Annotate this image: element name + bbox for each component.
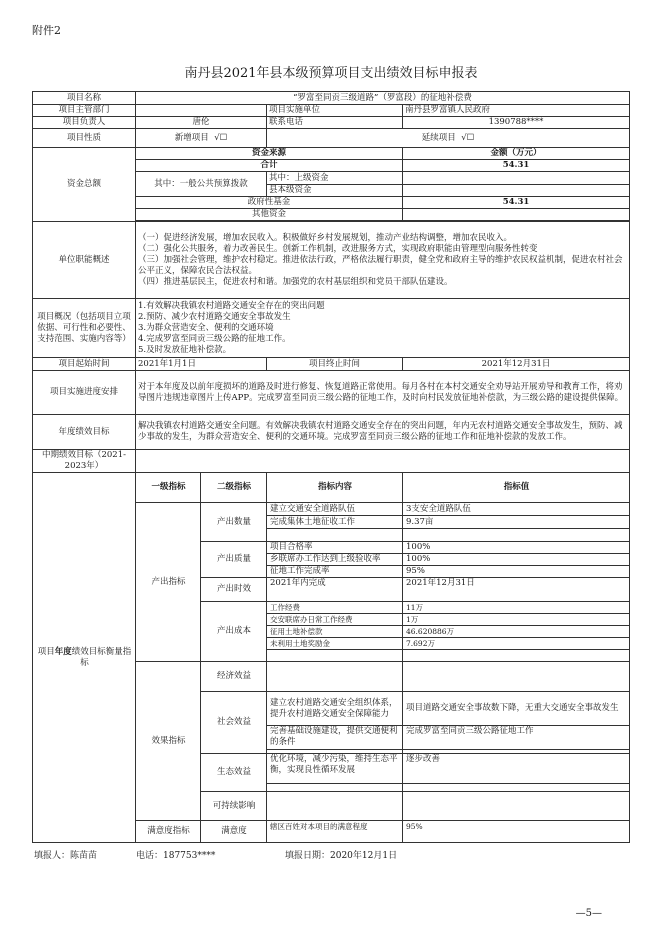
overview-line: 4.完成罗富至同贡三级公路的征地工作。 xyxy=(138,333,291,344)
overview-line: 1.有效解决我镇农村道路交通安全存在的突出问题 xyxy=(138,300,325,311)
indicator-content: 2021年内完成 xyxy=(267,578,403,602)
other-fund-label: 其他资金 xyxy=(136,209,403,221)
page-title: 南丹县2021年县本级预算项目支出绩效目标申报表 xyxy=(184,66,478,81)
new-project-checkbox: √☐ xyxy=(214,132,228,143)
indicator-content xyxy=(267,784,403,792)
indicator-value xyxy=(403,792,630,821)
indicator-content: 优化环境，减少污染，维持生态平衡，实现良性循环发展 xyxy=(267,754,403,784)
midterm-goal-text xyxy=(136,450,630,473)
county-fund-amount xyxy=(403,185,630,197)
total-label: 合计 xyxy=(136,160,403,172)
gov-fund-label: 政府性基金 xyxy=(136,197,403,209)
sustainable-impact: 可持续影响 xyxy=(201,792,267,821)
indicator-content: 征用土地补偿款 xyxy=(267,626,403,638)
progress-label: 项目实施进度安排 xyxy=(33,371,136,415)
duty-text xyxy=(136,222,630,299)
level1-header: 一级指标 xyxy=(136,473,201,503)
overview-text xyxy=(136,299,630,358)
indicator-value: 46.620886万 xyxy=(403,626,630,638)
project-name-label: 项目名称 xyxy=(33,92,136,105)
indicator-label-bold: 年度 xyxy=(54,646,72,657)
duty-label: 单位职能概述 xyxy=(33,222,136,299)
indicator-value: 3支安全道路队伍 xyxy=(403,503,630,516)
continued-project-checkbox: √☐ xyxy=(461,132,475,143)
indicator-content: 建立农村道路交通安全组织体系，提升农村道路交通安全保障能力 xyxy=(267,692,403,726)
indicator-value: 9.37亩 xyxy=(403,516,630,529)
indicator-value: 1万 xyxy=(403,614,630,626)
indicator-value xyxy=(403,784,630,792)
indicator-value: 95% xyxy=(403,566,630,578)
indicator-content: 未利用土地奖励金 xyxy=(267,638,403,650)
indicator-content: 交安联席办日常工作经费 xyxy=(267,614,403,626)
total-amount: 54.31 xyxy=(403,160,630,172)
duty-line: （四）推进基层民主，促进农村和谐。加强党的农村基层组织和党员干部队伍建设。 xyxy=(138,276,453,287)
duty-line: （二）强化公共服务，着力改善民生。创新工作机制，改进服务方式，实现政府职能由管理型向服务性转变 xyxy=(138,243,538,254)
end-label: 项目终止时间 xyxy=(267,358,403,371)
indicator-content xyxy=(267,529,403,542)
impl-unit: 南丹县罗富镇人民政府 xyxy=(403,105,630,117)
upper-fund-amount xyxy=(403,172,630,185)
indicator-value: 完成罗富至同贡三级公路征地工作 xyxy=(403,726,630,750)
benefit-indicator: 效果指标 xyxy=(136,662,201,821)
indicator-content: 工作经费 xyxy=(267,602,403,614)
indicator-value xyxy=(403,662,630,692)
indicator-value: 2021年12月31日 xyxy=(403,578,630,602)
indicator-content xyxy=(267,792,403,821)
social-benefit: 社会效益 xyxy=(201,692,267,754)
indicator-content xyxy=(267,662,403,692)
project-name: “罗富至同贡三级道路”（罗富段）的征地补偿费 xyxy=(136,92,630,105)
duty-line: （三）加强社会管理，维护农村稳定。推进依法行政，严格依法履行职责，健全党和政府主导的维护农民权益机制，促进农村社会公平正义，保障农民合法权益。 xyxy=(138,254,623,276)
indicator-value xyxy=(403,650,630,662)
general-budget-label: 其中：一般公共预算拨款 xyxy=(136,172,267,197)
satisfaction: 满意度 xyxy=(201,821,267,843)
county-fund-label: 县本级资金 xyxy=(267,185,403,197)
eco-benefit: 生态效益 xyxy=(201,754,267,792)
annual-goal-text: 解决我镇农村道路交通安全问题。有效解决我镇农村道路交通安全存在的突出问题，年内无农村道路交通安全事故发生，预防、减少事故的发生，为群众营造安全、便利的交通环境。完成罗富至同贡三级公路的征地工作和征地补偿款的发放工作。 xyxy=(136,415,630,450)
indicator-content: 辖区百姓对本项目的满意程度 xyxy=(267,821,403,843)
level2-header: 二级指标 xyxy=(201,473,267,503)
duty-line: （一）促进经济发展，增加农民收入。积极做好乡村发展规划，推动产业结构调整，增加农民收入。 xyxy=(138,232,513,243)
overview-line: 5.及时发放征地补偿款。 xyxy=(138,344,232,355)
start-date: 2021年1月1日 xyxy=(136,358,267,371)
funds-label: 资金总额 xyxy=(33,148,136,222)
midterm-goal-label: 中期绩效目标（2021-2023年） xyxy=(33,450,136,473)
indicator-value: 95% xyxy=(403,821,630,843)
fill-date: 填报日期：2020年12月1日 xyxy=(285,851,398,861)
indicator-content: 乡联席办工作达到上级验收率 xyxy=(267,554,403,566)
indicator-value xyxy=(403,529,630,542)
indicator-content: 征地工作完成率 xyxy=(267,566,403,578)
output-indicator: 产出指标 xyxy=(136,503,201,662)
filler-phone: 电话：187753**** xyxy=(136,851,216,861)
indicator-value: 11万 xyxy=(403,602,630,614)
filler: 填报人：陈苗苗 xyxy=(34,851,98,861)
output-quality: 产出质量 xyxy=(201,542,267,578)
continued-project xyxy=(267,129,630,148)
amount-header: 金额（万元） xyxy=(403,148,630,160)
indicator-content: 建立交通安全道路队伍 xyxy=(267,503,403,516)
end-date: 2021年12月31日 xyxy=(403,358,630,371)
satisfaction-indicator: 满意度指标 xyxy=(136,821,201,843)
indicator-value: 逐步改善 xyxy=(403,754,630,784)
indicator-content: 完成集体土地征收工作 xyxy=(267,516,403,529)
indicator-value: 100% xyxy=(403,542,630,554)
indicator-value: 项目道路交通安全事故数下降，无重大交通安全事故发生 xyxy=(403,692,630,726)
nature-label: 项目性质 xyxy=(33,129,136,148)
indicator-content: 项目合格率 xyxy=(267,542,403,554)
performance-target-table xyxy=(32,91,630,843)
indicator-value: 7.692万 xyxy=(403,638,630,650)
dept-label: 项目主管部门 xyxy=(33,105,136,117)
indicator-content: 完善基础设施建设，提供交通便利的条件 xyxy=(267,726,403,750)
output-cost: 产出成本 xyxy=(201,602,267,662)
other-fund-amount xyxy=(403,209,630,221)
overview-line: 2.预防、减少农村道路交通安全事故发生 xyxy=(138,311,291,322)
indicator-label-pre: 项目 xyxy=(37,646,55,657)
start-label: 项目起始时间 xyxy=(33,358,136,371)
phone-label: 联系电话 xyxy=(267,117,403,129)
dept-value xyxy=(136,105,267,117)
content-header: 指标内容 xyxy=(267,473,403,503)
new-project xyxy=(136,129,267,148)
indicator-value: 100% xyxy=(403,554,630,566)
page-number: —5— xyxy=(575,908,602,919)
output-timeliness: 产出时效 xyxy=(201,578,267,602)
value-header: 指标值 xyxy=(403,473,630,503)
economic-benefit: 经济效益 xyxy=(201,662,267,692)
new-project-label: 新增项目 xyxy=(174,132,209,143)
gov-fund-amount: 54.31 xyxy=(403,197,630,209)
indicator-label-post: 绩效目标衡量指标 xyxy=(71,646,132,668)
progress-text: 对于本年度及以前年度损坏的道路及时进行修复、恢复道路正常使用。每月各村在本村交通安全劝导站开展劝导和教育工作，将劝导图片违规违章图片上传APP。完成罗富至同贡三级公路的征地工作，及时向村民发放征地补偿款，为三级公路的建设提供保障。 xyxy=(136,371,630,415)
impl-unit-label: 项目实施单位 xyxy=(267,105,403,117)
output-quantity: 产出数量 xyxy=(201,503,267,542)
overview-line: 3.为群众营造安全、便利的交通环境 xyxy=(138,322,274,333)
attachment-label: 附件2 xyxy=(32,24,61,37)
upper-fund-label: 其中：上级资金 xyxy=(267,172,403,185)
overview-label: 项目概况（包括项目立项依据、可行性和必要性、支持范围、实施内容等） xyxy=(33,299,136,358)
indicator-content xyxy=(267,650,403,662)
owner-label: 项目负责人 xyxy=(33,117,136,129)
owner-phone: 1390788**** xyxy=(403,117,630,129)
owner: 唐伦 xyxy=(136,117,267,129)
indicator-section-label xyxy=(33,473,136,843)
annual-goal-label: 年度绩效目标 xyxy=(33,415,136,450)
fund-source-header: 资金来源 xyxy=(136,148,403,160)
continued-project-label: 延续项目 xyxy=(421,132,456,143)
